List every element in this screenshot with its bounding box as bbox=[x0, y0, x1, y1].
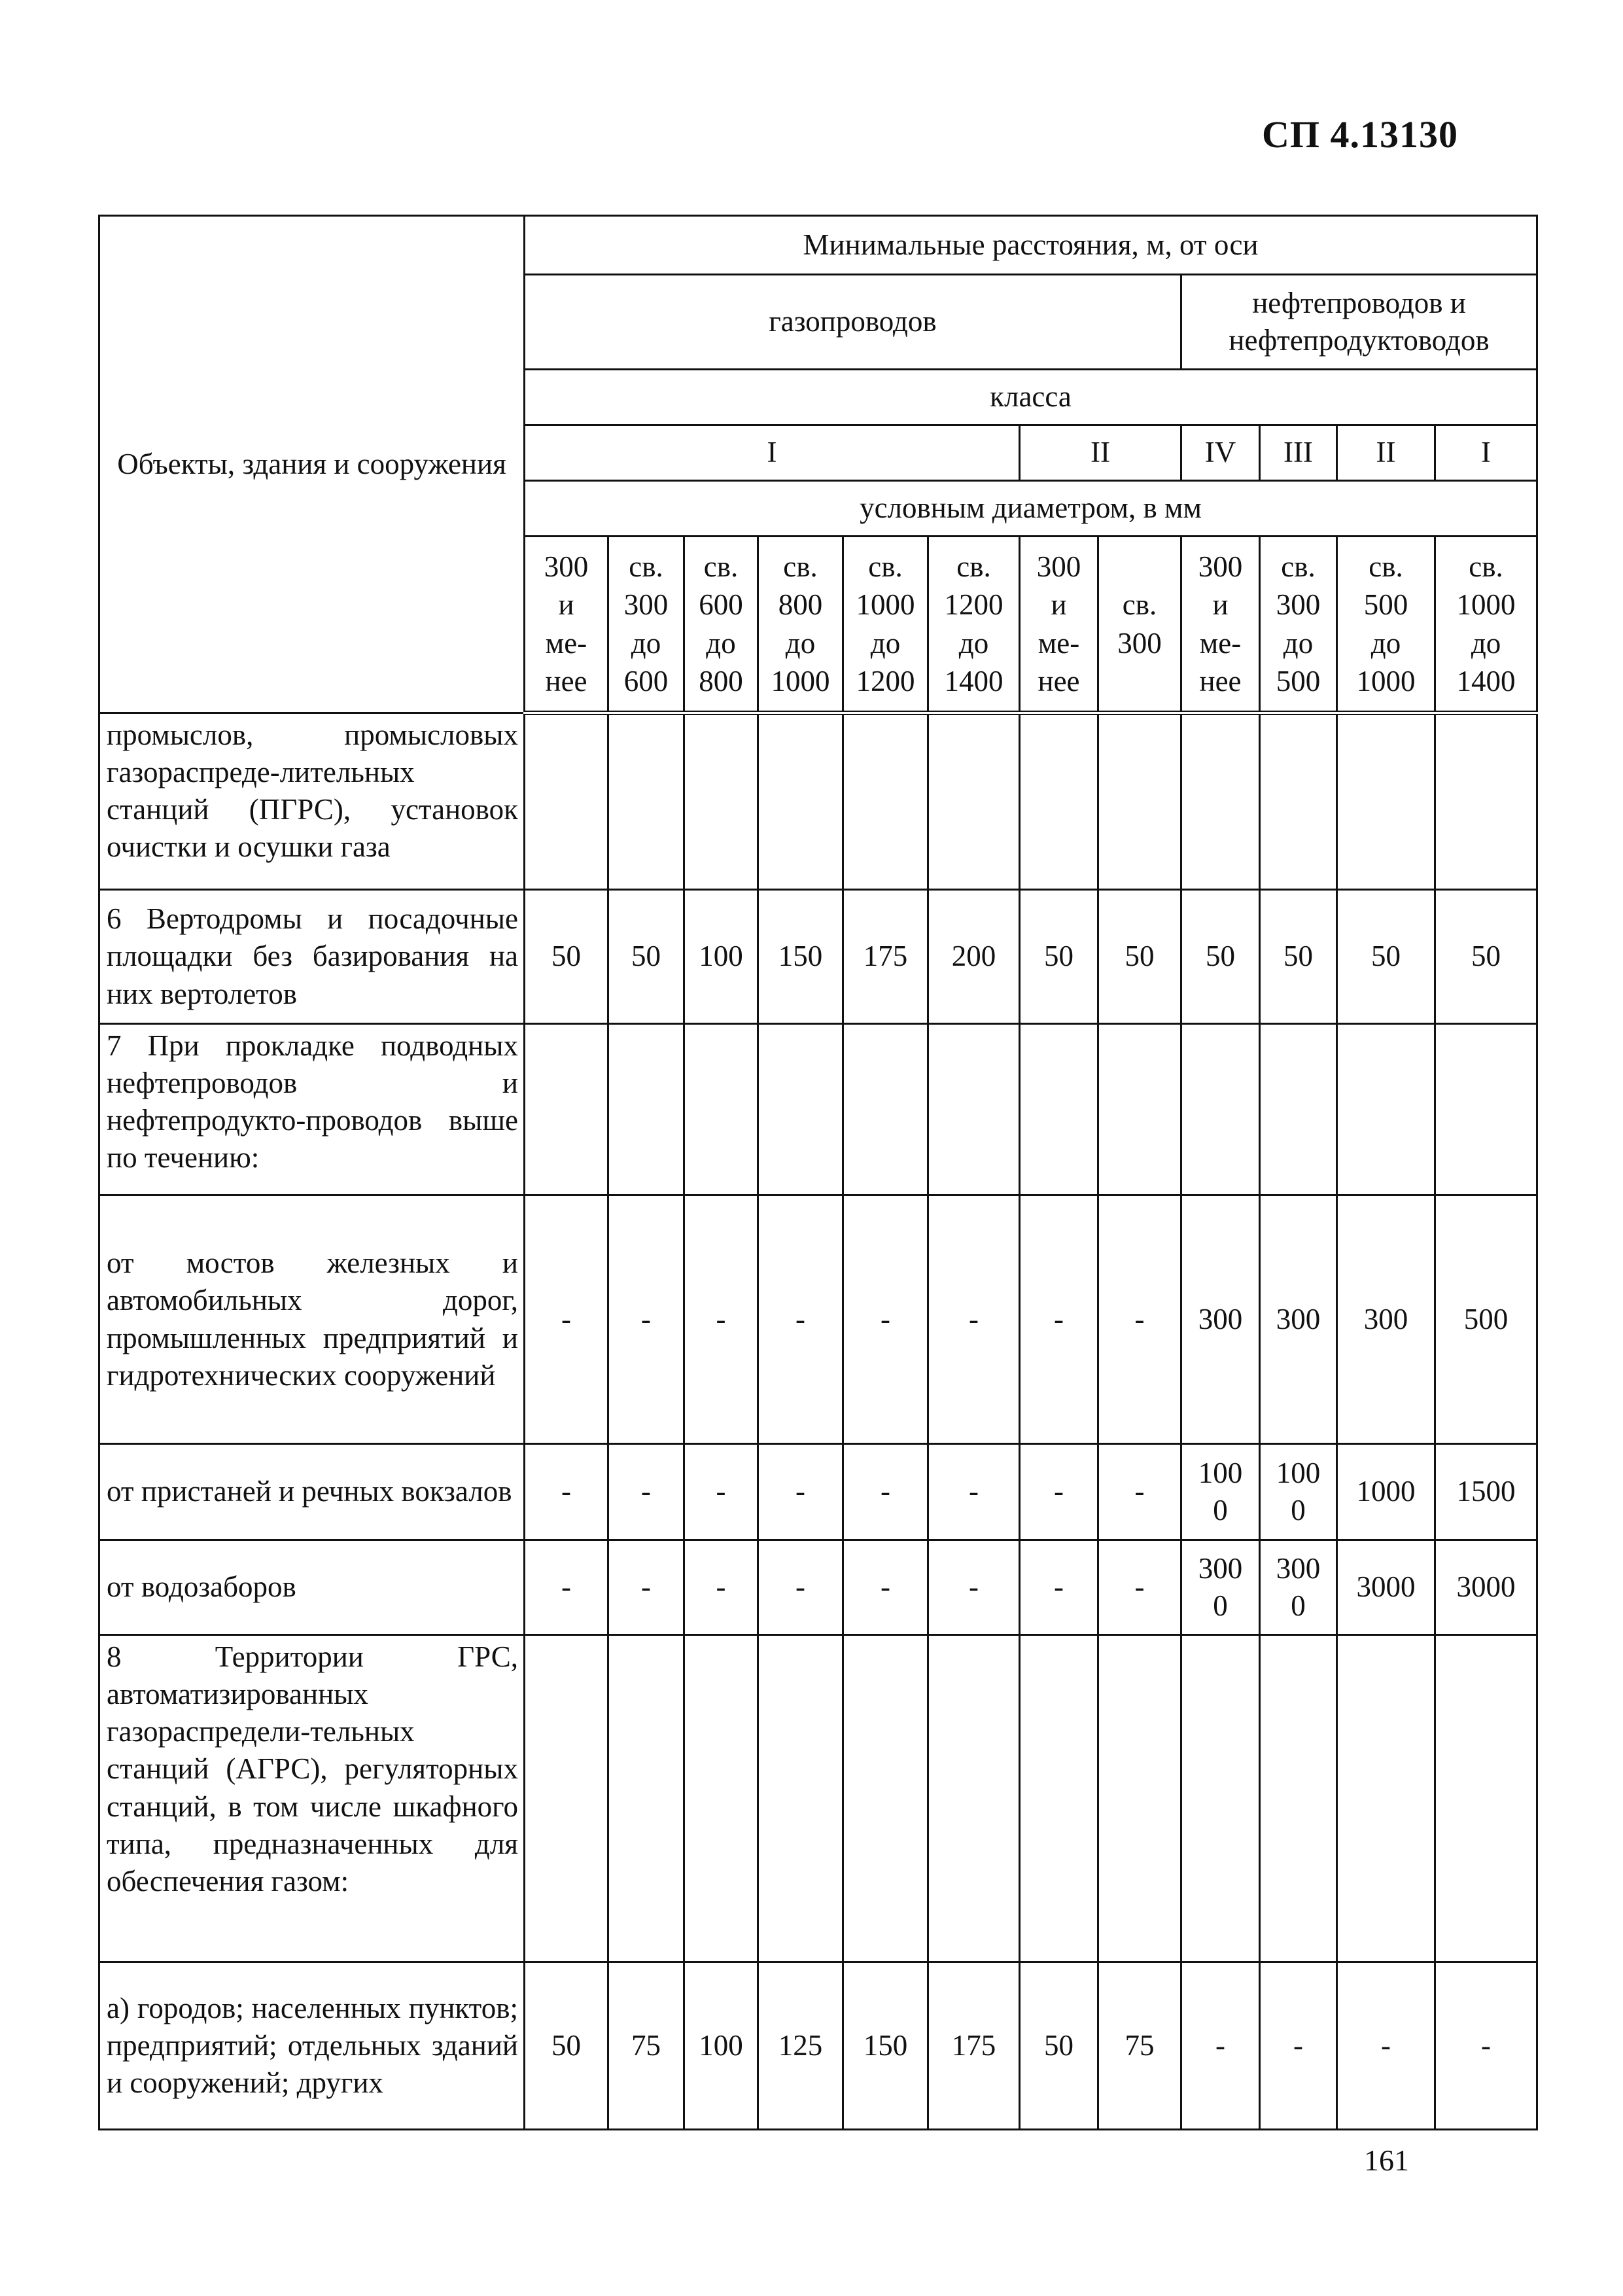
table-cell: - bbox=[608, 1444, 684, 1540]
row-label: 6 Вертодромы и посадочные площадки без базирования на них вертолетов bbox=[99, 890, 525, 1024]
table-cell bbox=[684, 1024, 758, 1195]
table-cell bbox=[1435, 1635, 1537, 1962]
table-cell: 50 bbox=[1435, 890, 1537, 1024]
table-cell: 50 bbox=[1020, 890, 1098, 1024]
table-cell: - bbox=[684, 1540, 758, 1635]
table-cell: - bbox=[608, 1195, 684, 1444]
table-cell: 500 bbox=[1435, 1195, 1537, 1444]
table-cell bbox=[525, 1024, 608, 1195]
table-cell: - bbox=[928, 1444, 1020, 1540]
table-cell bbox=[928, 1024, 1020, 1195]
row-label: от водозаборов bbox=[99, 1540, 525, 1635]
table-cell: 100 0 bbox=[1260, 1444, 1337, 1540]
page-number: 161 bbox=[1364, 2144, 1409, 2177]
table-cell: 100 bbox=[684, 890, 758, 1024]
table-cell bbox=[1020, 1024, 1098, 1195]
table-cell bbox=[928, 713, 1020, 890]
table-cell bbox=[1181, 1635, 1260, 1962]
table-cell bbox=[758, 713, 843, 890]
document-code: СП 4.13130 bbox=[1262, 113, 1458, 156]
row-label: от мостов железных и автомобильных дорог, промышленных предприятий и гидротехнических сооружений bbox=[99, 1195, 525, 1444]
table-cell bbox=[843, 1635, 928, 1962]
table-cell: 200 bbox=[928, 890, 1020, 1024]
table-cell: 100 0 bbox=[1181, 1444, 1260, 1540]
table-cell: 150 bbox=[843, 1962, 928, 2130]
table-cell bbox=[1435, 713, 1537, 890]
header-class-0: I bbox=[525, 425, 1020, 481]
header-class-4: II bbox=[1337, 425, 1435, 481]
table-cell: - bbox=[843, 1195, 928, 1444]
table-cell: - bbox=[684, 1195, 758, 1444]
table-cell: - bbox=[684, 1444, 758, 1540]
table-cell bbox=[843, 713, 928, 890]
row-label: от пристаней и речных вокзалов bbox=[99, 1444, 525, 1540]
table-cell bbox=[1337, 713, 1435, 890]
table-cell bbox=[684, 713, 758, 890]
table-cell bbox=[525, 1635, 608, 1962]
table-cell: - bbox=[1181, 1962, 1260, 2130]
table-cell bbox=[1020, 713, 1098, 890]
header-diameter-range: 300 и ме- нее bbox=[525, 537, 608, 713]
table-cell: - bbox=[1020, 1195, 1098, 1444]
table-cell bbox=[1020, 1635, 1098, 1962]
table-cell: 175 bbox=[843, 890, 928, 1024]
table-cell: 300 bbox=[1181, 1195, 1260, 1444]
table-cell: 150 bbox=[758, 890, 843, 1024]
table-cell bbox=[1260, 1024, 1337, 1195]
row-label: 7 При прокладке подводных нефтепроводов и нефтепродукто-проводов выше по течению: bbox=[99, 1024, 525, 1195]
table-cell: 75 bbox=[1098, 1962, 1181, 2130]
table-cell bbox=[843, 1024, 928, 1195]
table-cell: 50 bbox=[1260, 890, 1337, 1024]
table-cell bbox=[608, 1635, 684, 1962]
table-cell bbox=[684, 1635, 758, 1962]
table-cell: 3000 bbox=[1337, 1540, 1435, 1635]
header-gas-pipelines: газопроводов bbox=[525, 275, 1181, 370]
table-cell: - bbox=[758, 1444, 843, 1540]
table-cell: - bbox=[525, 1195, 608, 1444]
header-oil-pipelines: нефтепроводов и нефтепродуктоводов bbox=[1181, 275, 1537, 370]
header-min-distance: Минимальные расстояния, м, от оси bbox=[525, 216, 1537, 275]
table-cell bbox=[1337, 1024, 1435, 1195]
table-cell: 50 bbox=[608, 890, 684, 1024]
distance-table bbox=[98, 215, 1538, 2130]
table-cell: - bbox=[525, 1444, 608, 1540]
table-cell: - bbox=[1020, 1540, 1098, 1635]
table-cell: 50 bbox=[1337, 890, 1435, 1024]
table-cell: - bbox=[758, 1540, 843, 1635]
table-cell bbox=[1260, 713, 1337, 890]
table-cell bbox=[1181, 1024, 1260, 1195]
header-diameter-range: св. 1000 до 1200 bbox=[843, 537, 928, 713]
table-cell: - bbox=[608, 1540, 684, 1635]
header-diameter-range: св. 1000 до 1400 bbox=[1435, 537, 1537, 713]
table-cell bbox=[608, 713, 684, 890]
table-cell bbox=[928, 1635, 1020, 1962]
table-cell bbox=[758, 1024, 843, 1195]
header-class-2: IV bbox=[1181, 425, 1260, 481]
table-cell bbox=[1337, 1635, 1435, 1962]
table-cell: 1500 bbox=[1435, 1444, 1537, 1540]
header-diameter-range: св. 300 до 500 bbox=[1260, 537, 1337, 713]
table-cell: - bbox=[1435, 1962, 1537, 2130]
table-cell: - bbox=[843, 1444, 928, 1540]
table-cell: - bbox=[843, 1540, 928, 1635]
header-diameter-range: св. 800 до 1000 bbox=[758, 537, 843, 713]
table-cell: 50 bbox=[525, 890, 608, 1024]
table-cell: - bbox=[928, 1195, 1020, 1444]
header-diameter: условным диаметром, в мм bbox=[525, 481, 1537, 537]
table-cell: 50 bbox=[1020, 1962, 1098, 2130]
header-diameter-range: 300 и ме- нее bbox=[1020, 537, 1098, 713]
header-class-5: I bbox=[1435, 425, 1537, 481]
table-cell: - bbox=[1098, 1195, 1181, 1444]
table-cell: 300 0 bbox=[1181, 1540, 1260, 1635]
table-cell: - bbox=[758, 1195, 843, 1444]
header-diameter-range: 300 и ме- нее bbox=[1181, 537, 1260, 713]
table-cell: 175 bbox=[928, 1962, 1020, 2130]
table-cell: - bbox=[525, 1540, 608, 1635]
header-diameter-range: св. 300 до 600 bbox=[608, 537, 684, 713]
table-cell: 75 bbox=[608, 1962, 684, 2130]
header-objects: Объекты, здания и сооружения bbox=[99, 216, 525, 713]
table-cell bbox=[525, 713, 608, 890]
table-cell bbox=[1260, 1635, 1337, 1962]
row-label: промыслов, промысловых газораспреде-лительных станций (ПГРС), установок очистки и осушки газа bbox=[99, 713, 525, 890]
table-cell: - bbox=[1098, 1540, 1181, 1635]
table-cell: - bbox=[1260, 1962, 1337, 2130]
header-class: класса bbox=[525, 370, 1537, 425]
header-class-3: III bbox=[1260, 425, 1337, 481]
table-cell: - bbox=[928, 1540, 1020, 1635]
row-label: а) городов; населенных пунктов; предприятий; отдельных зданий и сооружений; других bbox=[99, 1962, 525, 2130]
header-diameter-range: св. 300 bbox=[1098, 537, 1181, 713]
table-cell: - bbox=[1098, 1444, 1181, 1540]
table-cell: - bbox=[1020, 1444, 1098, 1540]
header-class-1: II bbox=[1020, 425, 1181, 481]
table-cell bbox=[1181, 713, 1260, 890]
table-cell: 50 bbox=[1181, 890, 1260, 1024]
table-cell bbox=[608, 1024, 684, 1195]
table-cell bbox=[1098, 1024, 1181, 1195]
table-cell: 50 bbox=[1098, 890, 1181, 1024]
row-label: 8 Территории ГРС, автоматизированных газораспредели-тельных станций (АГРС), регуляторных станций, в том числе шкафного типа, предназначенных для обеспечения газом: bbox=[99, 1635, 525, 1962]
header-diameter-range: св. 500 до 1000 bbox=[1337, 537, 1435, 713]
table-cell: 125 bbox=[758, 1962, 843, 2130]
header-diameter-range: св. 1200 до 1400 bbox=[928, 537, 1020, 713]
table-cell bbox=[1098, 713, 1181, 890]
table-cell bbox=[1435, 1024, 1537, 1195]
table-cell bbox=[758, 1635, 843, 1962]
table-cell: 300 bbox=[1337, 1195, 1435, 1444]
table-cell: 1000 bbox=[1337, 1444, 1435, 1540]
table-cell: 100 bbox=[684, 1962, 758, 2130]
table-cell: - bbox=[1337, 1962, 1435, 2130]
table-cell: 3000 bbox=[1435, 1540, 1537, 1635]
header-diameter-range: св. 600 до 800 bbox=[684, 537, 758, 713]
table-cell: 300 0 bbox=[1260, 1540, 1337, 1635]
table-cell: 300 bbox=[1260, 1195, 1337, 1444]
table-cell bbox=[1098, 1635, 1181, 1962]
table-cell: 50 bbox=[525, 1962, 608, 2130]
